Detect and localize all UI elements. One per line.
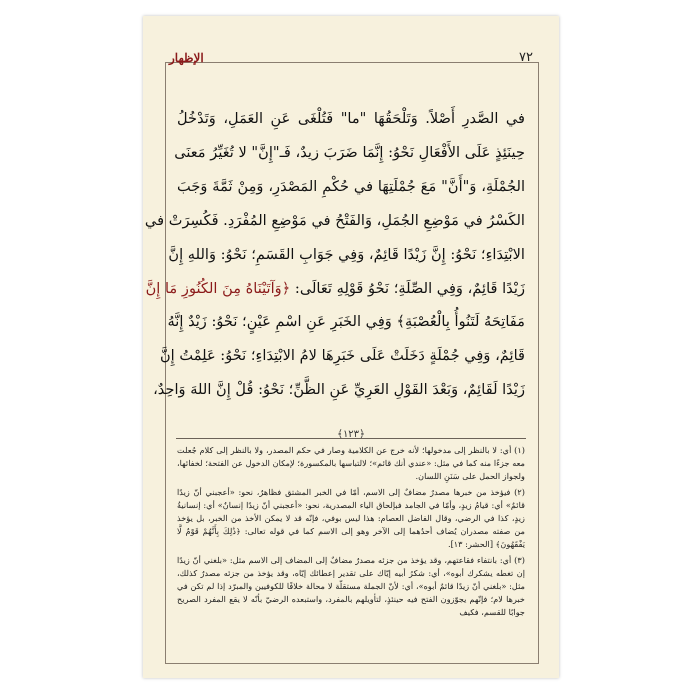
main-text [144, 102, 525, 407]
text-line: حِينَئِذٍ عَلَى الأَفْعَالِ نَحْوُ: إِنَّمَا ضَرَبَ زيدٌ، فَـ"إِنَّ" لا تُغَيِّرُ مَعنَى [174, 143, 525, 161]
footnote-1: (١) أي: لا بالنظر إلى مدخولها؛ لأنه خرج عن الكلامية وصار في حكم المصدر، ولا بالنظر إلى كلام جُعلت معه جزءًا منه كما في مثل: «عندي أنك قائم»؛ لالتباسها بالمكسورة؛ لإمكان الدخول عن الفتحة؛ لخفائها، ولجواز الحمل على سَنَنِ اللسان. [177, 445, 525, 482]
text-segment: زَيْدًا قَائِمٌ، وَفِي الصِّلَةِ؛ نَحْوُ قَوْلِهِ تَعَالَى: [294, 279, 525, 297]
footnote-2: (٢) فيؤخذ من خبرها مصدرٌ مضافٌ إلى الاسم، أمّا في الخبر المشتق فظاهرٌ، نحو: «أعجبني أنّ زيدًا قائمٌ» أي: قيامُ زيدٍ، وأمّا في الجامد فبإلحاق الياء المصدرية، نحو: «أعجبني أنّ زيدًا إنسانٌ» أي: إنسانيةُ زيدٍ، كذا في الرضي، وقال الفاضل العصام: هذا ليس بوفي، فإنّه قد لا يمكن الأخذ من الخبر، بل يؤخذ من صفته مصدران يُضاف أحدُهما إلى الآخر وهو إلى الاسم كما في قوله تعالى: ﴿ذَٰلِكَ بِأَنَّهُمْ قَوْمٌ لَّا يَفْقَهُونَ﴾ [الحشر: ١٣]. [177, 486, 525, 550]
text-line: قَائِمٌ، وَفِي جُمْلَةٍ دَخَلَتْ عَلَى خَبَرِهَا لامُ الابْتِدَاءِ؛ نَحْوُ: عَلِمْتُ إِنَّ [159, 347, 525, 365]
footnote-3: (٣) أي: بانتفاء فقاعتهم، وقد يؤخذ من جزئه مصدرٌ مضافٌ إلى المضاف إلى الاسم مثل: «بلغني أنّ زيدًا إن تغطه يشكرك أبوه»، أي: شكرُ أبيه إيّاك على تقدير إعطائك إيّاه، وقد يؤخذ من جزئه مصدرٌ كذلك، مثل: «بلغني أنّ زيدًا قائمٌ أبوه»، أي: لأنّ الجملة مستقلّة لا محالة خلافًا للكوفيين والمبرّد إذا لم تكن في خبرها لام؛ فإنّهم يجوّزون الفتح فيه حينئذٍ، لتأويلهم بالمفرد، واستبعده الرضيّ بأنّه لا يقع المفرد الصريح جوابًا للقسم، فكيف [177, 554, 525, 618]
text-line: الجُمْلَةِ، وَ"أَنَّ" مَعَ جُمْلَتِهَا في حُكْمِ المَصْدَرِ، وَمِنْ ثَمَّةَ وَجَبَ [177, 177, 525, 195]
text-line: مَفَاتِحَهُ لَتَنُوأُ بِالْعُصْبَةِ﴾ وَفِي الخَبَرِ عَنِ اسْمِ عَيْنٍ؛ نَحْوُ: زَيْدٌ إِنَّهُ [167, 313, 525, 331]
page-number: ٧٢ [519, 50, 533, 65]
text-line: الكَسْرُ في مَوْضِعِ الجُمَلِ، وَالفَتْحُ في مَوْضِعِ المُفْرَدِ. فَكُسِرَتْ في [144, 211, 525, 229]
text-line: زَيْدًا لَقَائِمٌ، وَبَعْدَ القَوْلِ العَرِيِّ عَنِ الظَّنِّ؛ نَحْوُ: قُلْ إِنَّ اللهَ وَاحِدٌ، [153, 381, 525, 399]
footnote-divider [176, 438, 526, 439]
page-marker: ﴿١٢٣﴾ [337, 429, 365, 440]
text-line: في الصَّدرِ أَصْلاً. وَتَلْحَقُهَا "ما" فَتُلْغَى عَنِ العَمَلِ، وَتَدْخُلُ [177, 110, 525, 127]
footnotes [177, 444, 525, 622]
text-line: الابْتِدَاءِ؛ نَحْوُ: إِنَّ زَيْدًا قَائِمٌ، وَفِي جَوَابِ القَسَمِ؛ نَحْوُ: وَاللهِ إِنَّ [168, 245, 525, 263]
running-header-title: الإظهار [169, 51, 204, 65]
quran-ayah-start: ﴿وَآتَيْنَاهُ مِنَ الكُنُوزِ مَا إِنَّ [145, 279, 291, 297]
text-line-with-ayah [145, 272, 525, 306]
book-page [143, 16, 559, 678]
